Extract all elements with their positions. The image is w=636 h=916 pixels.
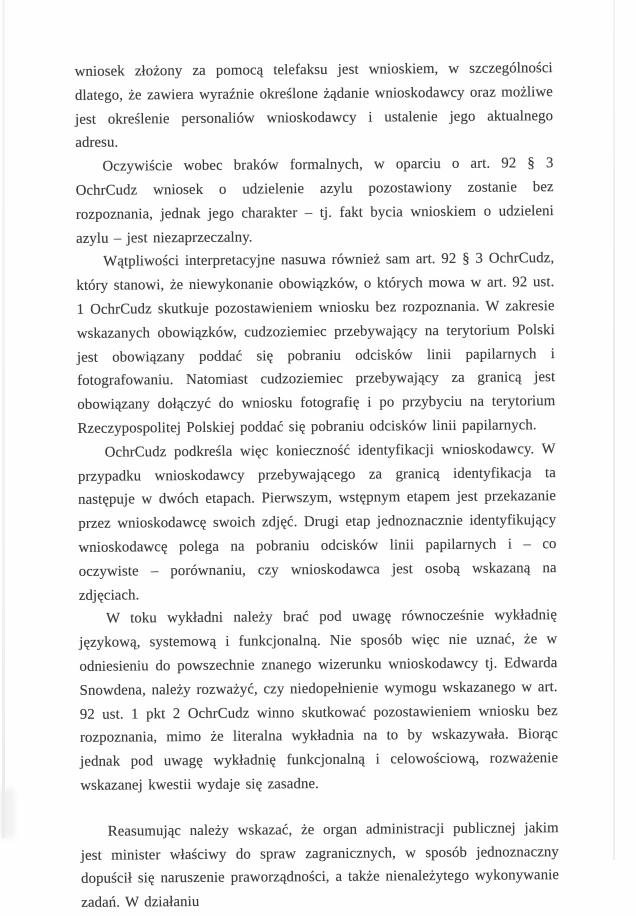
scan-edge-shadow-left — [2, 0, 5, 838]
paragraph-ochrcudz-identyfikacja: OchrCudz podkreśla więc konieczność identyfikacji wnioskodawcy. W przypadku wnioskodawcy przebywającego za granicą identyfikacja ta następuje w dwóch etapach. Pierwszym, wstępnym etapem jest przekazanie przez wnioskodawcę swoich zdjęć. Drugi etap jednoznacznie identyfikujący wnioskodawcę polega na pobraniu odcisków linii papilarnych i – co oczywiste – porównaniu, czy wnioskodawca jest osobą wskazaną na zdjęciach. — [77, 440, 557, 604]
paragraph-oczywiscie: Oczywiście wobec braków formalnych, w oparciu o art. 92 § 3 OchrCudz wniosek o udzielenie azylu pozostawiony zostanie bez rozpoznania, jednak jego charakter – tj. fakt bycia wnioskiem o udzieleni azylu – jest niezaprzeczalny. — [75, 155, 554, 247]
paragraph-watpliwosci: Wątpliwości interpretacyjne nasuwa również sam art. 92 § 3 OchrCudz, który stanowi, że niewykonanie obowiązków, o których mowa w art. 92 ust. 1 OchrCudz skutkuje pozostawieniem wniosku bez rozpoznania. W zakresie wskazanych obowiązków, cudzoziemiec przebywający na terytorium Polski jest obowiązany poddać się pobraniu odcisków linii papilarnych i fotografowaniu. Natomiast cudzoziemiec przebywający za granicą jest obowiązany dołączyć do wniosku fotografię i po przybyciu na terytorium Rzeczypospolitej Polskiej poddać się pobraniu odcisków linii papilarnych. — [76, 250, 556, 437]
scan-edge-shadow-right — [613, 0, 615, 860]
paragraph-continuation: wniosek złożony za pomocą telefaksu jest wnioskiem, w szczególności dlatego, że zawiera wyraźnie określone żądanie wnioskodawcy oraz możliwe jest określenie personaliów wnioskodawcy i ustalenie jego aktualnego adresu. — [74, 60, 554, 152]
paragraph-wykladnia: W toku wykładni należy brać pod uwagę równocześnie wykładnię językową, systemową i funkcjonalną. Nie sposób więc nie uznać, że w odniesieniu do powszechnie znanego wizerunku wnioskodawcy tj. Edwarda Snowdena, należy rozważyć, czy niedopełnienie wymogu wskazanego w art. 92 ust. 1 pkt 2 OchrCudz winno skutkować pozostawieniem wniosku bez rozpoznania, mimo że literalna wykładnia na to by wskazywała. Biorąc jednak pod uwagę wykładnię funkcjonalną i celowościową, rozważenie wskazanej kwestii wydaje się zasadne. — [79, 607, 559, 794]
scan-corner-smudge — [0, 788, 14, 838]
document-text-block — [75, 57, 560, 916]
paragraph-reasumujac: Reasumując należy wskazać, że organ administracji publicznej jakim jest minister właściwy do spraw zagranicznych, w sposób jednoznaczny dopuścił się naruszenie praworządności, a także nienależytego wykonywanie zadań. W działaniu — [80, 819, 560, 911]
